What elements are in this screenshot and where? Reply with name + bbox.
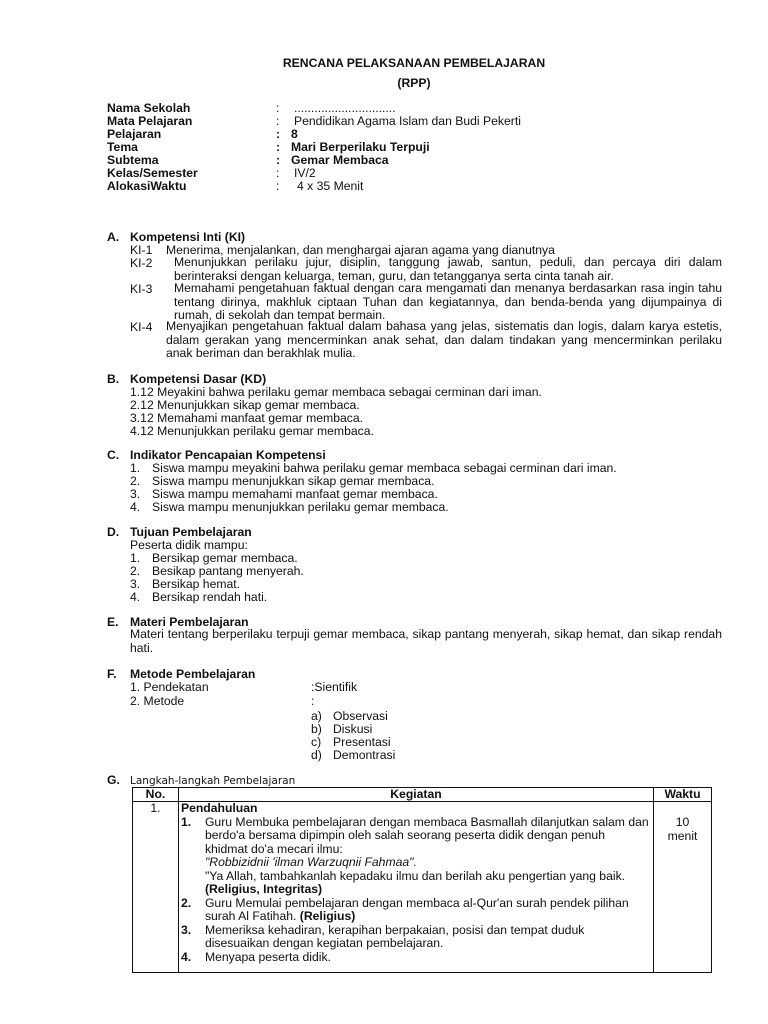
step-number: 4. xyxy=(180,949,192,964)
phase-title: Pendahuluan xyxy=(180,801,258,815)
list-text: Siswa mampu meyakini bahwa perilaku gemar membaca sebagai cerminan dari iman. xyxy=(152,461,617,475)
list-item xyxy=(181,816,649,897)
method-text: Diskusi xyxy=(333,722,373,736)
identity-sep: : xyxy=(276,179,280,193)
header-waktu: Waktu xyxy=(654,788,712,802)
identity-sep: : xyxy=(276,114,280,128)
duration-cell xyxy=(654,802,712,973)
list-text: Bersikap rendah hati. xyxy=(152,590,268,604)
method-text: Demontrasi xyxy=(333,748,396,762)
metode-sep: : xyxy=(311,694,315,708)
identity-sep: : xyxy=(276,101,280,115)
identity-label: Kelas/Semester xyxy=(107,166,198,180)
identity-value: Pendidikan Agama Islam dan Budi Pekerti xyxy=(294,114,521,128)
row-number: 1. xyxy=(133,802,179,973)
identity-label: Subtema xyxy=(107,153,159,167)
identity-label: Nama Sekolah xyxy=(107,101,191,115)
character-tag: (Religius) xyxy=(299,909,356,923)
section-letter: E. xyxy=(107,615,119,629)
list-text: Siswa mampu menunjukkan perilaku gemar membaca. xyxy=(152,500,449,514)
identity-value: .............................. xyxy=(294,101,396,115)
step-body: Guru Membuka pembelajaran dengan membaca Basmallah dilanjutkan salam dan berdo'a bersama dipimpin oleh salah seorang peserta didik dengan penuh khidmat do'a mecari ilmu: xyxy=(204,814,649,856)
list-item xyxy=(181,897,649,924)
ki-code: KI-1 xyxy=(130,243,153,257)
section-letter: C. xyxy=(107,448,120,462)
ki-text: Memahami pengetahuan faktual dengan cara mengamati dan menanya berdasarkan rasa ingin tahu tentang dirinya, makhluk ciptaan Tuhan dan kegiatannya, dan benda-benda yang dijumpainya di rumah, di sekolah dan tempat bermain. xyxy=(174,281,722,322)
step-text: Memeriksa kehadiran, kerapihan berpakaian, posisi dan tempat duduk disesuaikan dengan kegiatan pembelajaran. xyxy=(204,922,585,950)
kd-item: 3.12 Memahami manfaat gemar membaca. xyxy=(130,411,364,425)
activity-cell xyxy=(178,802,653,973)
section-letter: A. xyxy=(107,230,120,244)
identity-label: Tema xyxy=(107,140,138,154)
document-title: RENCANA PELAKSANAAN PEMBELAJARAN xyxy=(282,56,546,70)
method-letter: c) xyxy=(311,735,322,749)
step-text xyxy=(205,897,649,924)
document-subtitle: (RPP) xyxy=(397,76,431,90)
prayer-meaning: "Ya Allah, tambahkanlah kepadaku ilmu dan berilah aku pengertian yang baik. xyxy=(204,868,626,883)
ki-code: KI-2 xyxy=(130,256,153,270)
method-text: Presentasi xyxy=(333,735,391,749)
identity-value: 8 xyxy=(291,127,298,141)
metode-label: 2. Metode xyxy=(130,694,185,708)
identity-value: Mari Berperilaku Terpuji xyxy=(291,140,430,154)
section-title: Langkah-langkah Pembelajaran xyxy=(130,775,296,787)
step-number: 3. xyxy=(180,922,192,937)
section-letter: F. xyxy=(107,667,117,681)
character-tag: (Religius, Integritas) xyxy=(204,882,323,896)
section-title: Kompetensi Dasar (KD) xyxy=(130,372,267,386)
step-number: 1. xyxy=(180,814,192,829)
step-text: Menyapa peserta didik. xyxy=(204,949,331,964)
method-text: Observasi xyxy=(333,709,388,723)
section-letter: G. xyxy=(107,773,120,787)
list-text: Besikap pantang menyerah. xyxy=(152,564,304,578)
table-row xyxy=(133,802,712,973)
table-header-row xyxy=(133,788,712,802)
identity-label: AlokasiWaktu xyxy=(107,179,187,193)
identity-value: Gemar Membaca xyxy=(291,153,389,167)
kd-item: 1.12 Meyakini bahwa perilaku gemar membaca sebagai cerminan dari iman. xyxy=(130,385,542,399)
section-title: Indikator Pencapaian Kompetensi xyxy=(130,448,326,462)
identity-sep: : xyxy=(276,140,281,154)
list-number: 4. xyxy=(130,500,141,514)
method-letter: d) xyxy=(311,748,322,762)
identity-value: 4 x 35 Menit xyxy=(297,179,364,193)
section-letter: B. xyxy=(107,372,120,386)
list-text: Bersikap hemat. xyxy=(152,577,241,591)
list-number: 2. xyxy=(130,474,141,488)
identity-label: Mata Pelajaran xyxy=(107,114,193,128)
ki-code: KI-4 xyxy=(130,320,153,334)
list-number: 3. xyxy=(130,487,141,501)
list-number: 2. xyxy=(130,564,141,578)
list-number: 4. xyxy=(130,590,141,604)
prayer-quote: "Robbizidnii 'ilman Warzuqnii Fahmaa". xyxy=(204,855,417,869)
list-item xyxy=(181,951,649,965)
pendekatan-value: :Sientifik xyxy=(311,680,358,694)
ki-text: Menerima, menjalankan, dan menghargai ajaran agama yang dianutnya xyxy=(166,243,555,257)
duration-value: 10 xyxy=(675,815,690,829)
section-title: Tujuan Pembelajaran xyxy=(130,525,252,539)
method-letter: a) xyxy=(311,709,322,723)
identity-label: Pelajaran xyxy=(107,127,162,141)
header-no: No. xyxy=(133,788,179,802)
materi-text: Materi tentang berperilaku terpuji gemar membaca, sikap pantang menyerah, sikap hemat, dan sikap rendah hati. xyxy=(130,627,722,655)
step-body: Guru Memulai pembelajaran dengan membaca al-Qur'an surah pendek pilihan surah Al Fatihah. xyxy=(204,895,629,923)
method-letter: b) xyxy=(311,722,322,736)
section-title: Kompetensi Inti (KI) xyxy=(130,230,246,244)
list-text: Bersikap gemar membaca. xyxy=(152,551,298,565)
identity-sep: : xyxy=(276,166,280,180)
list-text: Siswa mampu memahami manfaat gemar membaca. xyxy=(152,487,438,501)
learning-steps-table xyxy=(132,787,712,973)
section-title: Materi Pembelajaran xyxy=(130,615,249,629)
section-letter: D. xyxy=(107,525,120,539)
list-number: 3. xyxy=(130,577,141,591)
section-title: Metode Pembelajaran xyxy=(130,667,256,681)
ki-code: KI-3 xyxy=(130,282,153,296)
ki-text: Menyajikan pengetahuan faktual dalam bahasa yang jelas, sistematis dan logis, dalam karya estetis, dalam gerakan yang mencerminkan anak sehat, dan dalam tindakan yang mencerminkan perilaku anak beriman dan berakhlak mulia. xyxy=(166,319,722,360)
identity-sep: : xyxy=(276,153,281,167)
identity-sep: : xyxy=(276,127,281,141)
kd-item: 4.12 Menunjukkan perilaku gemar membaca. xyxy=(130,424,374,438)
header-kegiatan: Kegiatan xyxy=(178,788,653,802)
ki-text: Menunjukkan perilaku jujur, disiplin, tanggung jawab, santun, peduli, dan percaya diri dalam berinteraksi dengan keluarga, teman, guru, dan tetangganya serta cinta tanah air. xyxy=(174,255,722,283)
list-number: 1. xyxy=(130,551,141,565)
section-intro: Peserta didik mampu: xyxy=(130,538,248,552)
step-number: 2. xyxy=(180,895,192,910)
list-item xyxy=(181,924,649,951)
identity-value: IV/2 xyxy=(294,166,316,180)
list-text: Siswa mampu menunjukkan sikap gemar membaca. xyxy=(152,474,435,488)
kd-item: 2.12 Menunjukkan sikap gemar membaca. xyxy=(130,398,360,412)
step-text xyxy=(205,816,649,897)
pendekatan-label: 1. Pendekatan xyxy=(130,680,209,694)
duration-unit: menit xyxy=(667,828,698,843)
list-number: 1. xyxy=(130,461,141,475)
